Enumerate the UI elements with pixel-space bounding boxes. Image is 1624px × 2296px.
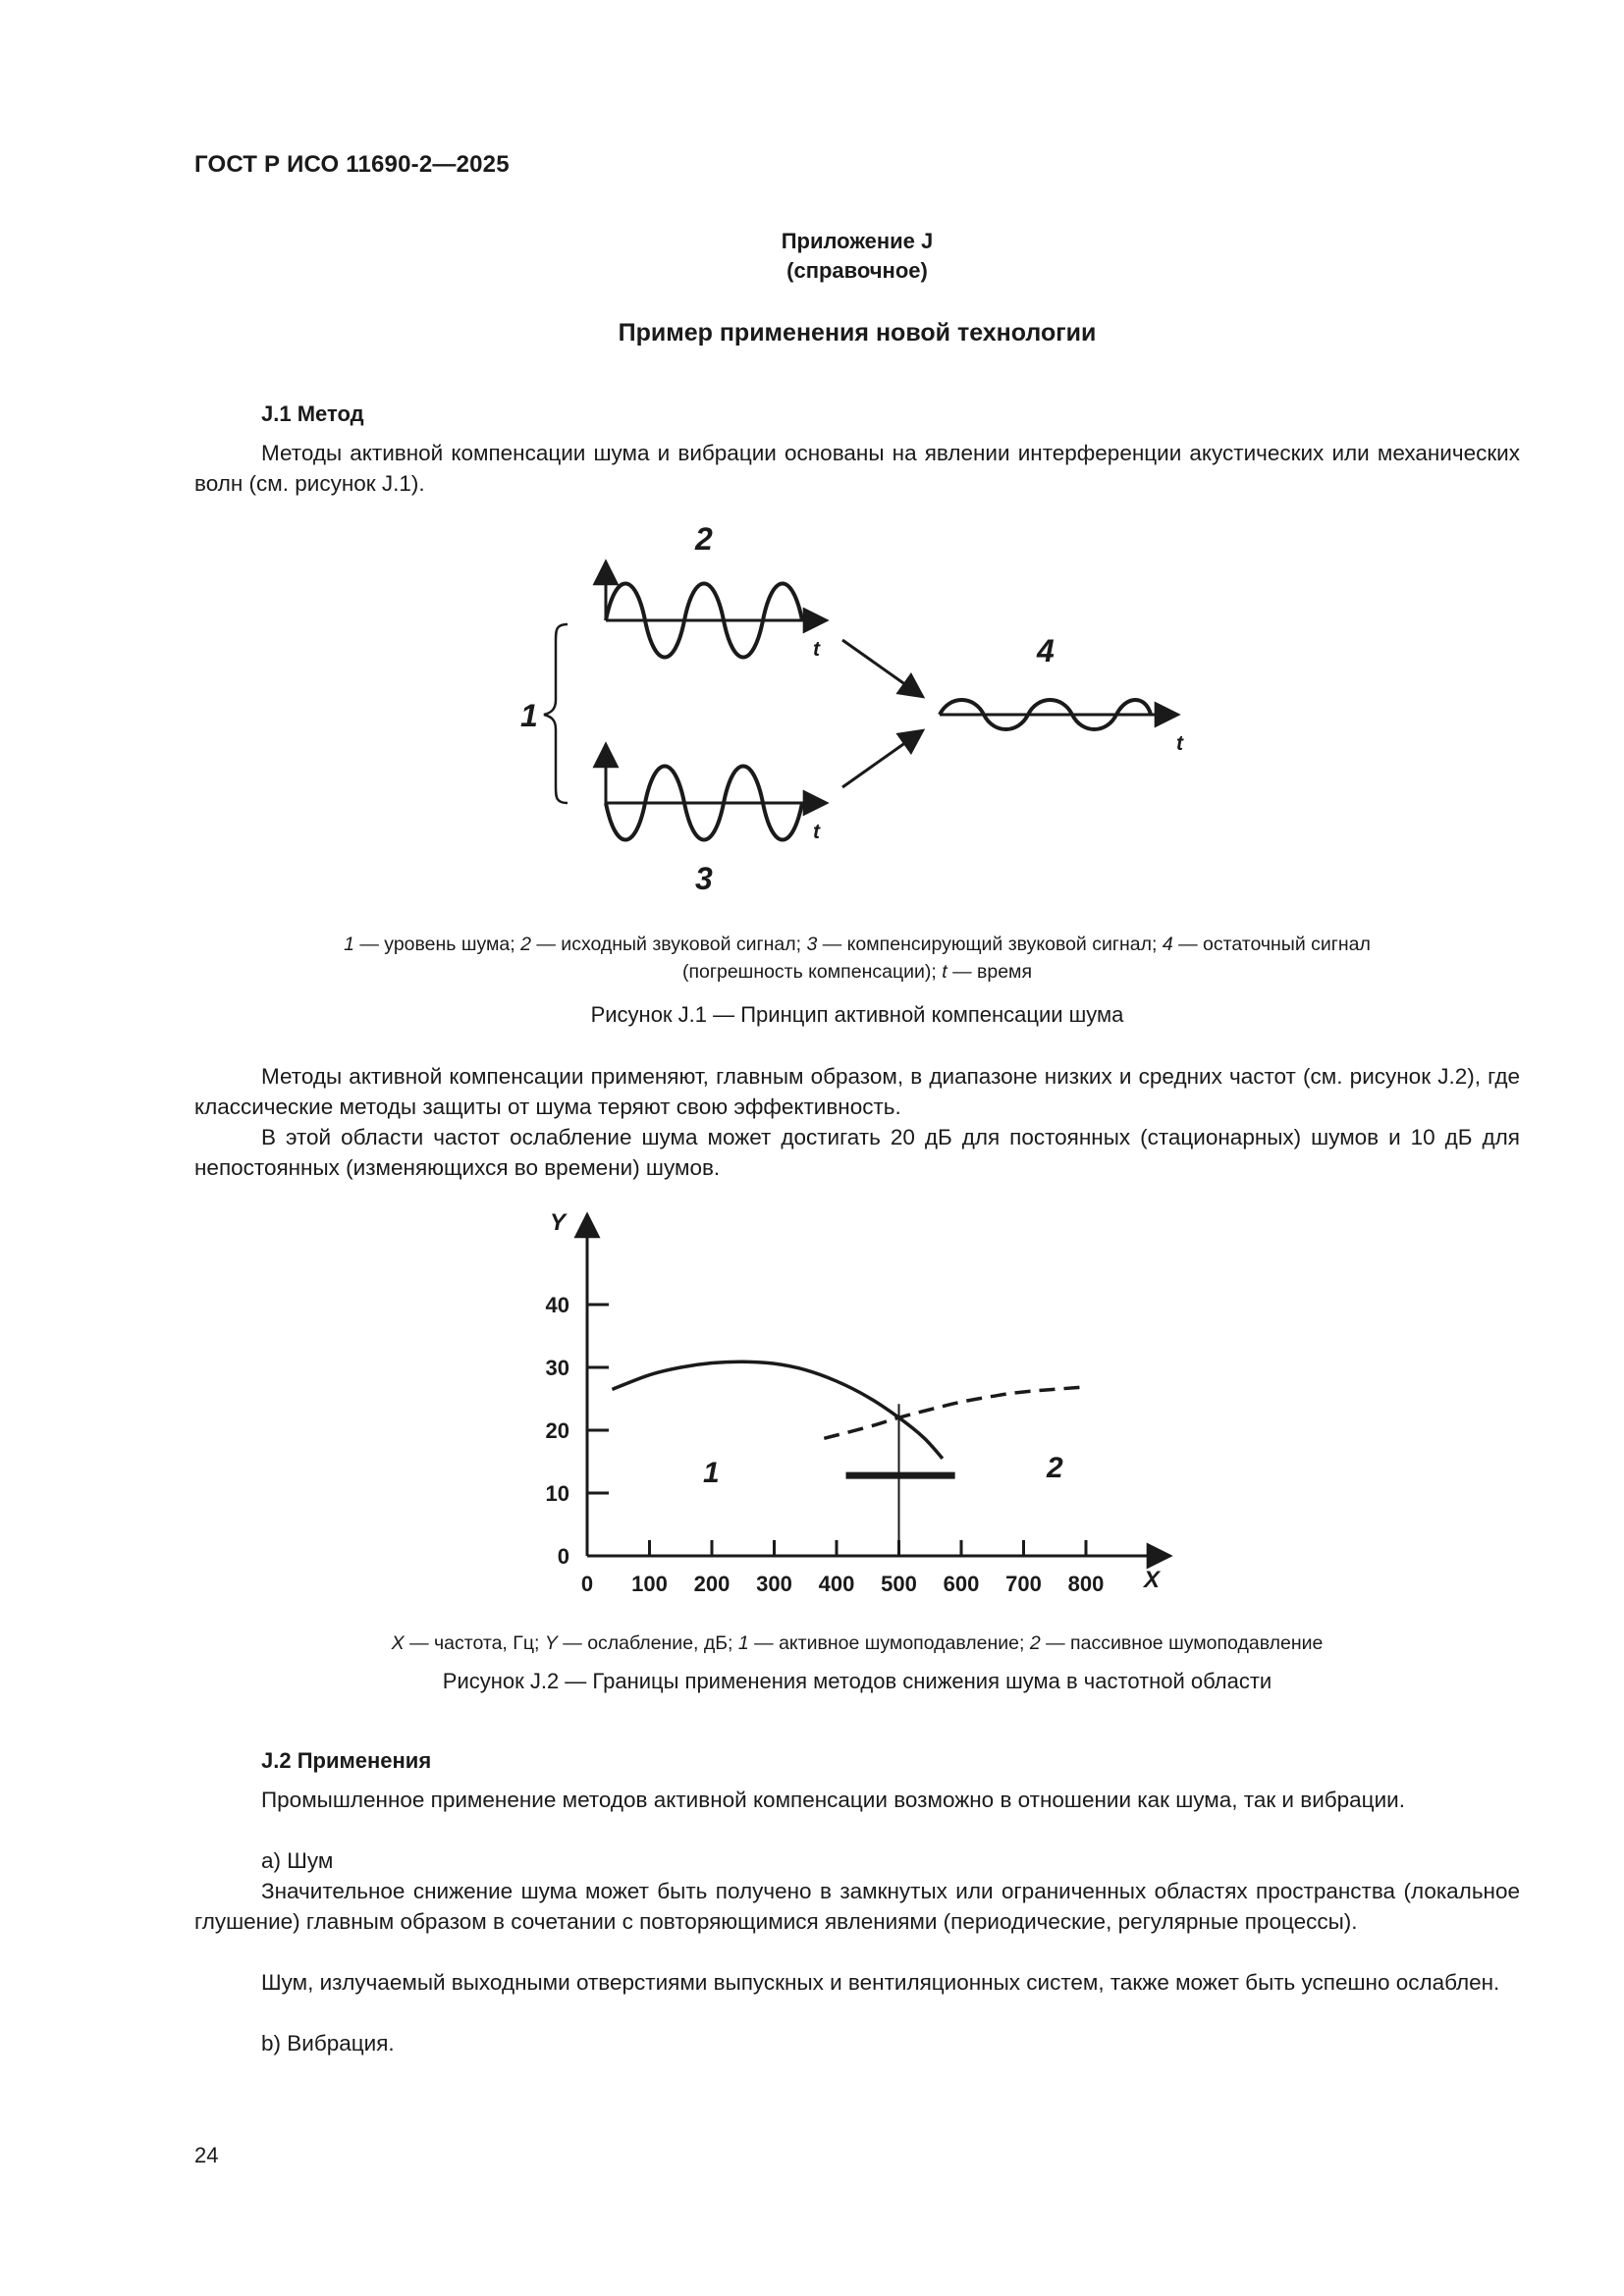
series-1-label: 1 [703, 1457, 720, 1489]
annex-status: (справочное) [786, 258, 928, 283]
label-3: 3 [695, 861, 713, 896]
legend-fragment: — ослабление, дБ; [557, 1632, 738, 1654]
x-axis-label: X [1144, 1567, 1161, 1593]
figure-j1-legend-line-2 [194, 958, 1520, 986]
x-tick-label: 0 [580, 1572, 594, 1596]
y-tick-label: 40 [545, 1293, 569, 1317]
legend-fragment: — частота, Гц; [404, 1632, 545, 1654]
paragraph: Промышленное применение методов активной компенсации возможно в отношении как шума, так и вибрации. [261, 1788, 1405, 1812]
noise-level-brace [544, 624, 568, 803]
y-tick-label: 20 [545, 1418, 569, 1443]
figure-j1-legend [194, 931, 1520, 986]
x-tick-label: 400 [818, 1572, 855, 1596]
paragraph: В этой области частот ослабление шума может достигать 20 дБ для постоянных (стационарных) шумов и 10 дБ для непостоянных (изменяющихся во времени) шумов. [194, 1125, 1520, 1180]
list-item-noise: a) Шум [261, 1848, 334, 1873]
legend-fragment: 2 [1029, 1632, 1041, 1654]
y-tick-label: 10 [545, 1481, 569, 1506]
legend-fragment: — пассивное шумоподавление [1040, 1632, 1324, 1654]
label-1: 1 [520, 698, 538, 733]
x-tick-label: 300 [756, 1572, 792, 1596]
paragraph: Методы активной компенсации шума и вибрации основаны на явлении интерференции акустических или механических волн (см. рисунок J.1). [194, 441, 1520, 496]
paragraph: Шум, излучаемый выходными отверстиями выпускных и вентиляционных систем, также может быть успешно ослаблен. [261, 1970, 1500, 1995]
legend-fragment: — время [947, 961, 1033, 983]
legend-fragment: — остаточный сигнал [1172, 934, 1371, 955]
legend-fragment: Y [544, 1632, 558, 1654]
legend-fragment: — исходный звуковой сигнал; [530, 934, 807, 955]
figure-j1-legend-line-1 [194, 931, 1520, 958]
label-4: 4 [1037, 633, 1055, 668]
legend-fragment: 2 [520, 934, 531, 955]
annex-heading [194, 227, 1520, 286]
section-heading-j2: J.2 Применения [261, 1748, 432, 1773]
annex-label: Приложение J [781, 229, 934, 253]
arrow-to-residual-bottom [842, 730, 923, 787]
figure-j2-caption: Рисунок J.2 — Границы применения методов снижения шума в частотной области [442, 1669, 1272, 1693]
legend-fragment: 3 [806, 934, 818, 955]
legend-fragment: — компенсирующий звуковой сигнал; [817, 934, 1163, 955]
legend-fragment: — активное шумоподавление; [748, 1632, 1030, 1654]
legend-fragment: — уровень шума; [353, 934, 521, 955]
y-axis-label: Y [550, 1209, 567, 1236]
t-label-top: t [813, 638, 820, 661]
series-1-line [612, 1362, 943, 1459]
annex-title: Пример применения новой технологии [618, 319, 1097, 347]
x-tick-label: 700 [1005, 1572, 1042, 1596]
figure-j2-legend [194, 1629, 1520, 1657]
page-number: 24 [194, 2143, 219, 2167]
x-tick-label: 800 [1067, 1572, 1105, 1596]
legend-fragment: 4 [1162, 934, 1173, 955]
x-tick-label: 100 [631, 1572, 668, 1596]
x-tick-label: 200 [693, 1572, 731, 1596]
x-tick-label: 600 [943, 1572, 980, 1596]
y-tick-label: 0 [557, 1544, 569, 1569]
legend-fragment: 1 [737, 1632, 749, 1654]
paragraph: Методы активной компенсации применяют, главным образом, в диапазоне низких и средних частот (см. рисунок J.2), где классические методы защиты от шума теряют свою эффективность. [194, 1064, 1520, 1119]
document-header: ГОСТ Р ИСО 11690-2—2025 [194, 151, 510, 178]
t-label-bottom: t [813, 821, 820, 843]
figure-j1-diagram [491, 518, 1237, 911]
section-heading-j1: J.1 Метод [261, 401, 364, 426]
legend-fragment: t [942, 961, 947, 983]
legend-fragment: (погрешность компенсации); [681, 961, 943, 983]
t-label-residual: t [1176, 732, 1183, 755]
figure-j1-caption: Рисунок J.1 — Принцип активной компенсации шума [590, 1002, 1124, 1027]
legend-fragment: X [391, 1632, 405, 1654]
figure-j2-chart [511, 1202, 1198, 1605]
paragraph: Значительное снижение шума может быть получено в замкнутых или ограниченных областях пространства (локальное глушение) главным образом в сочетании с повторяющимися явлениями (периодические, регулярные процессы). [194, 1879, 1520, 1934]
legend-fragment: 1 [344, 934, 354, 955]
x-tick-label: 500 [881, 1572, 917, 1596]
list-item-vibration: b) Вибрация. [261, 2031, 395, 2056]
y-tick-label: 30 [545, 1356, 569, 1380]
arrow-to-residual-top [842, 640, 923, 697]
series-2-label: 2 [1047, 1452, 1063, 1484]
label-2: 2 [695, 521, 713, 557]
